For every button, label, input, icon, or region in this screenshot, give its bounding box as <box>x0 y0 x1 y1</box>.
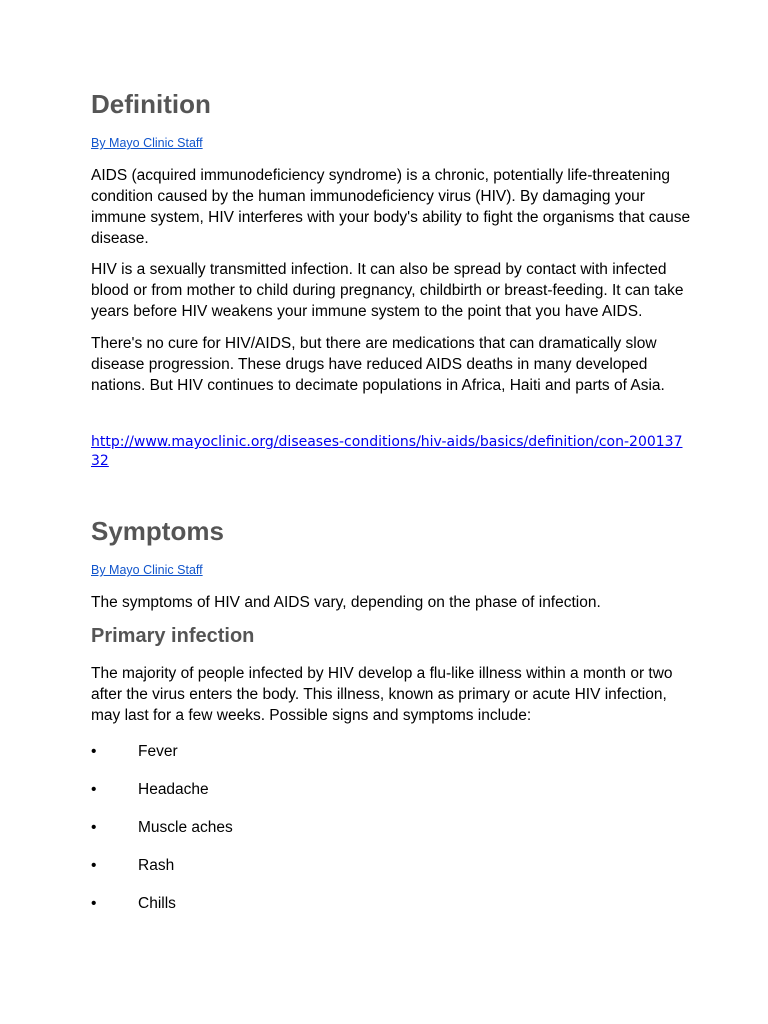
symptoms-heading: Symptoms <box>91 516 224 546</box>
source-url-link[interactable]: http://www.mayoclinic.org/diseases-conditions/hiv-aids/basics/definition/con-20013732 <box>91 434 683 469</box>
list-item-text: Chills <box>138 895 176 912</box>
bullet-icon: • <box>91 743 97 760</box>
definition-paragraph-2: HIV is a sexually transmitted infection. It can also be spread by contact with infected blood or from mother to child during pregnancy, childbirth or breast-feeding. It can take years before HIV weakens your immune system to the point that you have AIDS. <box>91 261 684 320</box>
bullet-icon: • <box>91 781 97 798</box>
definition-paragraph-3: There's no cure for HIV/AIDS, but there are medications that can dramatically slow disease progression. These drugs have reduced AIDS deaths in many developed nations. But HIV continues to decimate populations in Africa, Haiti and parts of Asia. <box>91 335 665 394</box>
list-item-text: Fever <box>138 743 178 760</box>
primary-infection-heading: Primary infection <box>91 625 255 647</box>
bullet-icon: • <box>91 895 97 912</box>
bullet-icon: • <box>91 857 97 874</box>
list-item-text: Rash <box>138 857 175 874</box>
definition-byline-link[interactable]: By Mayo Clinic Staff <box>91 136 203 150</box>
primary-infection-paragraph: The majority of people infected by HIV develop a flu-like illness within a month or two after the virus enters the body. This illness, known as primary or acute HIV infection, may last for a few weeks. Possible signs and symptoms include: <box>91 665 673 724</box>
list-item-text: Muscle aches <box>138 819 233 836</box>
list-item-text: Headache <box>138 781 209 798</box>
symptoms-intro: The symptoms of HIV and AIDS vary, depending on the phase of infection. <box>91 594 601 611</box>
bullet-icon: • <box>91 819 97 836</box>
definition-paragraph-1: AIDS (acquired immunodeficiency syndrome) is a chronic, potentially life-threatening condition caused by the human immunodeficiency virus (HIV). By damaging your immune system, HIV interferes with your body's ability to fight the organisms that cause disease. <box>91 167 691 247</box>
definition-heading: Definition <box>91 89 211 119</box>
symptoms-byline-link[interactable]: By Mayo Clinic Staff <box>91 563 203 577</box>
